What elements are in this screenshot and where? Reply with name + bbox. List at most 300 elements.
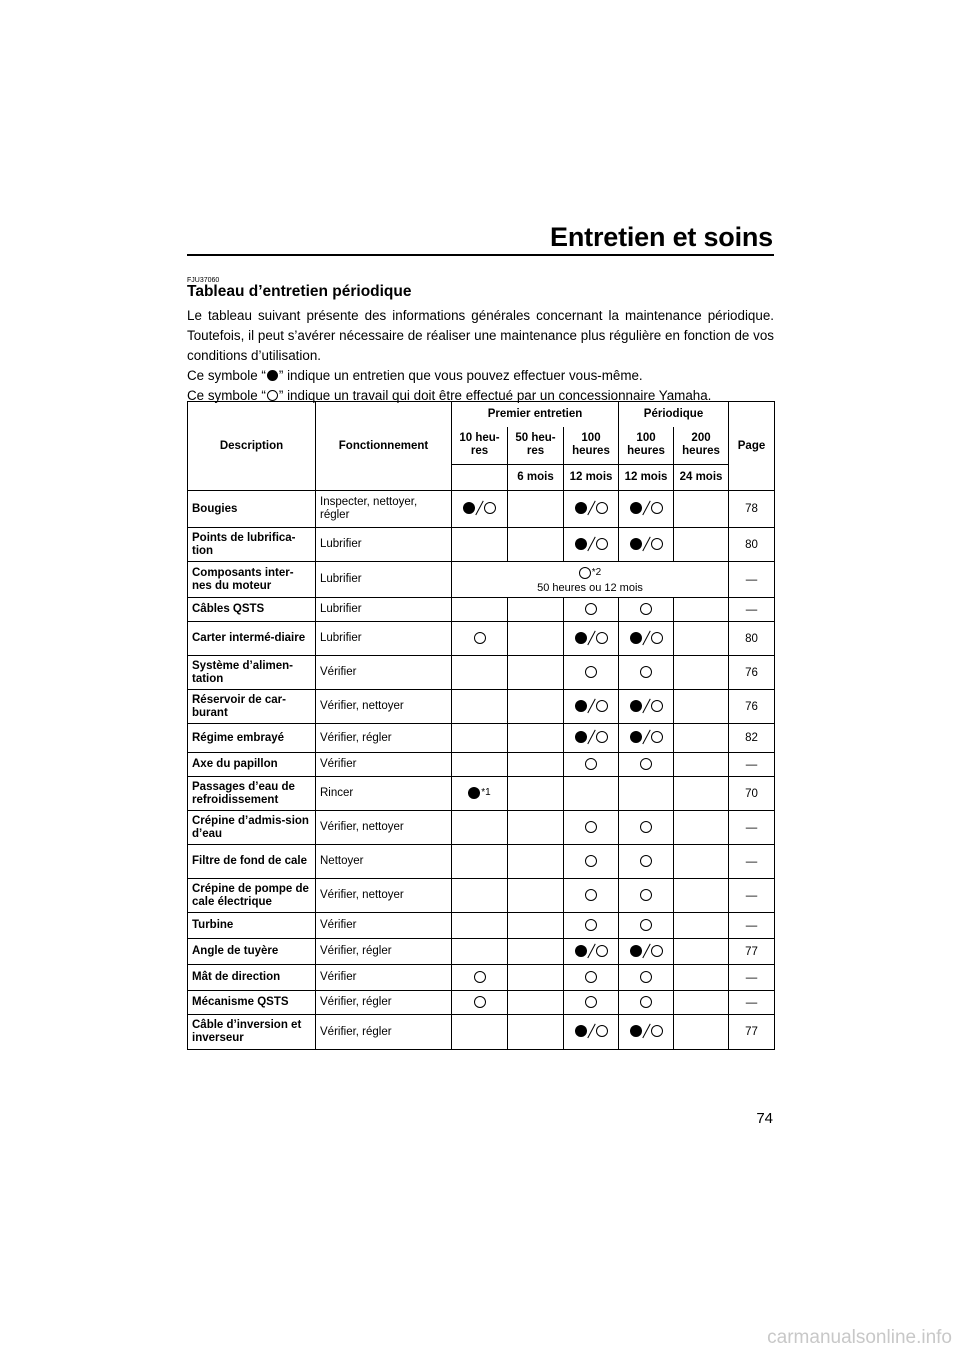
interval-cell-c200	[674, 965, 729, 991]
owner-or-dealer-icon	[463, 501, 496, 515]
interval-cell-c10	[452, 1015, 508, 1050]
row-operation: Vérifier	[316, 656, 452, 690]
col-header-description: Description	[188, 402, 316, 491]
row-description: Câble d’inversion et inverseur	[188, 1015, 316, 1050]
dealer-service-icon	[640, 820, 652, 834]
dealer-service-icon	[640, 602, 652, 616]
filled-circle-icon	[575, 945, 587, 957]
interval-cell-c10	[452, 811, 508, 845]
col-header-100h-b: 100 heures	[619, 427, 674, 465]
row-operation: Vérifier, régler	[316, 939, 452, 965]
row-description: Turbine	[188, 913, 316, 939]
row-description: Composants inter-nes du moteur	[188, 562, 316, 598]
interval-cell-c50	[508, 656, 564, 690]
col-header-fonctionnement: Fonctionnement	[316, 402, 452, 491]
row-page: —	[729, 845, 775, 879]
row-operation: Rincer	[316, 777, 452, 811]
interval-cell-c200	[674, 598, 729, 622]
interval-cell-c100b	[619, 777, 674, 811]
slash-icon	[642, 501, 651, 515]
open-circle-icon	[651, 731, 663, 743]
open-circle-icon	[474, 971, 486, 983]
interval-cell-c200	[674, 1015, 729, 1050]
interval-merged-cell	[452, 562, 729, 598]
table-row	[188, 598, 775, 622]
table-row	[188, 724, 775, 753]
interval-cell-c200	[674, 622, 729, 656]
interval-cell-c10	[452, 528, 508, 562]
row-page: 76	[729, 656, 775, 690]
owner-or-dealer-icon	[630, 537, 663, 551]
dealer-service-icon	[585, 918, 597, 932]
dealer-service-icon	[640, 757, 652, 771]
owner-or-dealer-icon	[630, 730, 663, 744]
row-description: Mât de direction	[188, 965, 316, 991]
open-circle-icon	[585, 855, 597, 867]
interval-cell-c10	[452, 656, 508, 690]
interval-cell-c50	[508, 598, 564, 622]
interval-cell-c100a	[564, 724, 619, 753]
page-number: 74	[756, 1110, 773, 1127]
interval-cell-c10	[452, 598, 508, 622]
filled-circle-icon	[575, 538, 587, 550]
interval-cell-c50	[508, 939, 564, 965]
col-header-empty	[452, 465, 508, 491]
interval-cell-c100b	[619, 965, 674, 991]
col-header-200h: 200 heures	[674, 427, 729, 465]
col-header-10h: 10 heu-res	[452, 427, 508, 465]
table-row	[188, 939, 775, 965]
interval-cell-c100a	[564, 939, 619, 965]
dealer-service-icon	[585, 757, 597, 771]
table-row	[188, 991, 775, 1015]
slash-icon	[587, 730, 596, 744]
owner-or-dealer-icon	[575, 537, 608, 551]
filled-circle-icon	[575, 700, 587, 712]
interval-cell-c100a	[564, 811, 619, 845]
owner-or-dealer-icon	[575, 944, 608, 958]
owner-or-dealer-icon	[575, 501, 608, 515]
interval-cell-c10	[452, 845, 508, 879]
interval-cell-c100b	[619, 656, 674, 690]
table-row	[188, 656, 775, 690]
footnote-mark: *2	[591, 567, 602, 578]
open-circle-icon	[585, 971, 597, 983]
dealer-service-icon	[474, 970, 486, 984]
open-circle-icon	[474, 632, 486, 644]
slash-icon	[642, 730, 651, 744]
interval-cell-c10	[452, 939, 508, 965]
interval-cell-c100a	[564, 622, 619, 656]
dealer-service-icon	[640, 888, 652, 902]
open-circle-icon	[640, 603, 652, 615]
table-row	[188, 913, 775, 939]
slash-icon	[475, 501, 484, 515]
interval-cell-c100a	[564, 528, 619, 562]
open-circle-icon	[651, 945, 663, 957]
interval-cell-c200	[674, 777, 729, 811]
filled-circle-icon	[267, 370, 278, 381]
owner-service-icon	[468, 786, 490, 800]
row-page: 82	[729, 724, 775, 753]
interval-cell-c50	[508, 724, 564, 753]
slash-icon	[642, 1024, 651, 1038]
interval-cell-c100a	[564, 965, 619, 991]
table-row	[188, 965, 775, 991]
open-circle-icon	[585, 889, 597, 901]
interval-cell-c50	[508, 622, 564, 656]
open-circle-icon	[596, 1025, 608, 1037]
row-page: —	[729, 913, 775, 939]
dealer-service-icon	[640, 665, 652, 679]
row-description: Système d’alimen-tation	[188, 656, 316, 690]
legend-open-before: Ce symbole “	[187, 388, 266, 403]
dealer-service-icon	[640, 970, 652, 984]
open-circle-icon	[596, 538, 608, 550]
filled-circle-icon	[463, 502, 475, 514]
interval-cell-c200	[674, 879, 729, 913]
open-circle-icon	[585, 821, 597, 833]
col-header-50h: 50 heu-res	[508, 427, 564, 465]
interval-cell-c100b	[619, 939, 674, 965]
open-circle-icon	[640, 996, 652, 1008]
interval-cell-c10	[452, 777, 508, 811]
row-operation: Vérifier, régler	[316, 991, 452, 1015]
table-body	[188, 491, 775, 1050]
dealer-service-icon	[640, 995, 652, 1009]
row-description: Angle de tuyère	[188, 939, 316, 965]
dealer-service-icon	[579, 566, 601, 580]
dealer-service-icon	[585, 820, 597, 834]
row-description: Mécanisme QSTS	[188, 991, 316, 1015]
interval-cell-c50	[508, 777, 564, 811]
row-page: 76	[729, 690, 775, 724]
open-circle-icon	[651, 632, 663, 644]
row-operation: Lubrifier	[316, 562, 452, 598]
open-circle-icon	[651, 1025, 663, 1037]
open-circle-icon	[579, 567, 591, 579]
row-description: Câbles QSTS	[188, 598, 316, 622]
open-circle-icon	[651, 538, 663, 550]
row-operation: Vérifier, nettoyer	[316, 879, 452, 913]
interval-cell-c50	[508, 1015, 564, 1050]
legend-filled-after: ” indique un entretien que vous pouvez effectuer vous-même.	[278, 368, 643, 383]
col-header-24m: 24 mois	[674, 465, 729, 491]
owner-or-dealer-icon	[630, 631, 663, 645]
interval-cell-c200	[674, 724, 729, 753]
slash-icon	[587, 1024, 596, 1038]
slash-icon	[642, 631, 651, 645]
interval-cell-c100a	[564, 777, 619, 811]
table-row	[188, 491, 775, 528]
interval-cell-c50	[508, 528, 564, 562]
owner-or-dealer-icon	[575, 699, 608, 713]
row-operation: Vérifier, nettoyer	[316, 811, 452, 845]
dealer-service-icon	[640, 854, 652, 868]
interval-cell-c200	[674, 991, 729, 1015]
open-circle-icon	[640, 889, 652, 901]
open-circle-icon	[596, 502, 608, 514]
col-header-periodique: Périodique	[619, 402, 729, 427]
filled-circle-icon	[575, 731, 587, 743]
interval-cell-c100b	[619, 1015, 674, 1050]
filled-circle-icon	[630, 632, 642, 644]
filled-circle-icon	[468, 787, 480, 799]
row-description: Réservoir de car-burant	[188, 690, 316, 724]
interval-cell-c100a	[564, 1015, 619, 1050]
owner-or-dealer-icon	[630, 699, 663, 713]
open-circle-icon	[640, 919, 652, 931]
row-page: —	[729, 991, 775, 1015]
table-row	[188, 528, 775, 562]
row-operation: Vérifier	[316, 965, 452, 991]
filled-circle-icon	[575, 632, 587, 644]
open-circle-icon	[651, 700, 663, 712]
interval-cell-c50	[508, 991, 564, 1015]
owner-or-dealer-icon	[630, 944, 663, 958]
row-description: Passages d’eau de refroidissement	[188, 777, 316, 811]
row-page: 80	[729, 528, 775, 562]
watermark: carmanualsonline.info	[767, 1327, 952, 1348]
filled-circle-icon	[630, 945, 642, 957]
interval-cell-c200	[674, 690, 729, 724]
row-operation: Lubrifier	[316, 528, 452, 562]
interval-cell-c50	[508, 845, 564, 879]
interval-cell-c100a	[564, 491, 619, 528]
owner-or-dealer-icon	[575, 631, 608, 645]
interval-cell-c100b	[619, 811, 674, 845]
row-description: Carter intermé-diaire	[188, 622, 316, 656]
interval-cell-c50	[508, 811, 564, 845]
interval-cell-c50	[508, 879, 564, 913]
row-page: —	[729, 753, 775, 777]
filled-circle-icon	[630, 700, 642, 712]
intro-text	[187, 306, 774, 406]
col-header-100h-a: 100 heures	[564, 427, 619, 465]
row-operation: Lubrifier	[316, 622, 452, 656]
interval-cell-c200	[674, 811, 729, 845]
table-head	[188, 402, 775, 491]
interval-cell-c100b	[619, 528, 674, 562]
interval-cell-c10	[452, 690, 508, 724]
symbol-filled-legend	[187, 366, 774, 386]
dealer-service-icon	[474, 995, 486, 1009]
owner-or-dealer-icon	[575, 730, 608, 744]
open-circle-icon	[651, 502, 663, 514]
slash-icon	[587, 537, 596, 551]
row-description: Crépine de pompe de cale électrique	[188, 879, 316, 913]
interval-cell-c50	[508, 753, 564, 777]
table-row	[188, 811, 775, 845]
table-row	[188, 879, 775, 913]
open-circle-icon	[640, 855, 652, 867]
row-description: Bougies	[188, 491, 316, 528]
row-page: —	[729, 562, 775, 598]
interval-cell-c200	[674, 845, 729, 879]
section-title: Tableau d’entretien périodique	[187, 283, 412, 300]
open-circle-icon	[585, 919, 597, 931]
dealer-service-icon	[585, 888, 597, 902]
interval-cell-c200	[674, 939, 729, 965]
open-circle-icon	[640, 971, 652, 983]
row-page: 80	[729, 622, 775, 656]
slash-icon	[587, 631, 596, 645]
row-operation: Lubrifier	[316, 598, 452, 622]
row-operation: Inspecter, nettoyer, régler	[316, 491, 452, 528]
interval-cell-c10	[452, 913, 508, 939]
interval-cell-c200	[674, 491, 729, 528]
row-page: 70	[729, 777, 775, 811]
interval-cell-c10	[452, 491, 508, 528]
open-circle-icon	[640, 758, 652, 770]
interval-cell-c100b	[619, 491, 674, 528]
dealer-service-icon	[585, 995, 597, 1009]
table-row	[188, 1015, 775, 1050]
dealer-service-icon	[585, 665, 597, 679]
interval-cell-c100b	[619, 690, 674, 724]
filled-circle-icon	[630, 731, 642, 743]
row-operation: Vérifier	[316, 913, 452, 939]
row-operation: Vérifier, régler	[316, 1015, 452, 1050]
interval-cell-c100a	[564, 753, 619, 777]
open-circle-icon	[585, 666, 597, 678]
legend-filled-before: Ce symbole “	[187, 368, 266, 383]
row-page: —	[729, 598, 775, 622]
open-circle-icon	[596, 731, 608, 743]
col-header-12m-b: 12 mois	[619, 465, 674, 491]
interval-cell-c100b	[619, 753, 674, 777]
interval-cell-c10	[452, 753, 508, 777]
table-row	[188, 622, 775, 656]
interval-cell-c100a	[564, 690, 619, 724]
open-circle-icon	[585, 758, 597, 770]
row-page: —	[729, 811, 775, 845]
interval-cell-c10	[452, 724, 508, 753]
dealer-service-icon	[585, 854, 597, 868]
page-header-title: Entretien et soins	[550, 222, 773, 252]
slash-icon	[587, 501, 596, 515]
interval-cell-c100b	[619, 879, 674, 913]
dealer-service-icon	[585, 602, 597, 616]
row-description: Points de lubrifica-tion	[188, 528, 316, 562]
row-description: Axe du papillon	[188, 753, 316, 777]
interval-cell-c200	[674, 913, 729, 939]
interval-cell-c100b	[619, 598, 674, 622]
intro-paragraph: Le tableau suivant présente des informations générales concernant la maintenance périodique. Toutefois, il peut s’avérer nécessaire de réaliser une maintenance plus régulière en fonction de vos conditions d’utilisation.	[187, 308, 774, 363]
interval-cell-c200	[674, 753, 729, 777]
interval-cell-c200	[674, 656, 729, 690]
open-circle-icon	[585, 996, 597, 1008]
interval-cell-c100b	[619, 845, 674, 879]
col-header-6m: 6 mois	[508, 465, 564, 491]
open-circle-icon	[596, 700, 608, 712]
filled-circle-icon	[630, 538, 642, 550]
owner-or-dealer-icon	[575, 1024, 608, 1038]
row-page: —	[729, 965, 775, 991]
open-circle-icon	[585, 603, 597, 615]
interval-cell-c100a	[564, 913, 619, 939]
col-header-premier-entretien: Premier entretien	[452, 402, 619, 427]
slash-icon	[587, 944, 596, 958]
interval-cell-c100a	[564, 845, 619, 879]
open-circle-icon	[640, 821, 652, 833]
legend-open-after: ” indique un travail qui doit être effectué par un concessionnaire Yamaha.	[278, 388, 712, 403]
open-circle-icon	[640, 666, 652, 678]
interval-cell-c100b	[619, 724, 674, 753]
slash-icon	[642, 944, 651, 958]
open-circle-icon	[596, 945, 608, 957]
filled-circle-icon	[575, 502, 587, 514]
row-page: 77	[729, 939, 775, 965]
row-operation: Vérifier, régler	[316, 724, 452, 753]
table-row	[188, 845, 775, 879]
maintenance-table	[187, 401, 775, 1050]
row-description: Régime embrayé	[188, 724, 316, 753]
row-operation: Nettoyer	[316, 845, 452, 879]
open-circle-icon	[267, 390, 278, 401]
dealer-service-icon	[474, 631, 486, 645]
interval-cell-c100b	[619, 913, 674, 939]
header-rule	[187, 254, 774, 256]
footnote-mark: *1	[481, 787, 491, 798]
interval-cell-c10	[452, 622, 508, 656]
open-circle-icon	[484, 502, 496, 514]
row-description: Crépine d’admis-sion d’eau	[188, 811, 316, 845]
row-description: Filtre de fond de cale	[188, 845, 316, 879]
col-header-page: Page	[729, 402, 775, 491]
interval-cell-c50	[508, 913, 564, 939]
row-operation: Vérifier	[316, 753, 452, 777]
row-page: 77	[729, 1015, 775, 1050]
col-header-12m-a: 12 mois	[564, 465, 619, 491]
interval-cell-c100b	[619, 622, 674, 656]
dealer-service-icon	[585, 970, 597, 984]
owner-or-dealer-icon	[630, 501, 663, 515]
open-circle-icon	[474, 996, 486, 1008]
filled-circle-icon	[575, 1025, 587, 1037]
interval-cell-c10	[452, 879, 508, 913]
interval-cell-c10	[452, 965, 508, 991]
interval-cell-c50	[508, 491, 564, 528]
interval-cell-c100a	[564, 879, 619, 913]
interval-cell-c100a	[564, 656, 619, 690]
interval-cell-c50	[508, 965, 564, 991]
filled-circle-icon	[630, 1025, 642, 1037]
interval-cell-c100a	[564, 598, 619, 622]
row-page: —	[729, 879, 775, 913]
owner-or-dealer-icon	[630, 1024, 663, 1038]
table-row	[188, 690, 775, 724]
filled-circle-icon	[630, 502, 642, 514]
table-row	[188, 562, 775, 598]
slash-icon	[642, 537, 651, 551]
row-page: 78	[729, 491, 775, 528]
slash-icon	[642, 699, 651, 713]
section-code: FJU37060	[187, 277, 220, 284]
table-row	[188, 753, 775, 777]
table-row	[188, 777, 775, 811]
interval-cell-c100a	[564, 991, 619, 1015]
slash-icon	[587, 699, 596, 713]
interval-cell-c200	[674, 528, 729, 562]
row-operation: Vérifier, nettoyer	[316, 690, 452, 724]
interval-cell-c100b	[619, 991, 674, 1015]
interval-cell-c50	[508, 690, 564, 724]
open-circle-icon	[596, 632, 608, 644]
interval-note: 50 heures ou 12 mois	[537, 581, 643, 594]
interval-cell-c10	[452, 991, 508, 1015]
dealer-service-icon	[640, 918, 652, 932]
